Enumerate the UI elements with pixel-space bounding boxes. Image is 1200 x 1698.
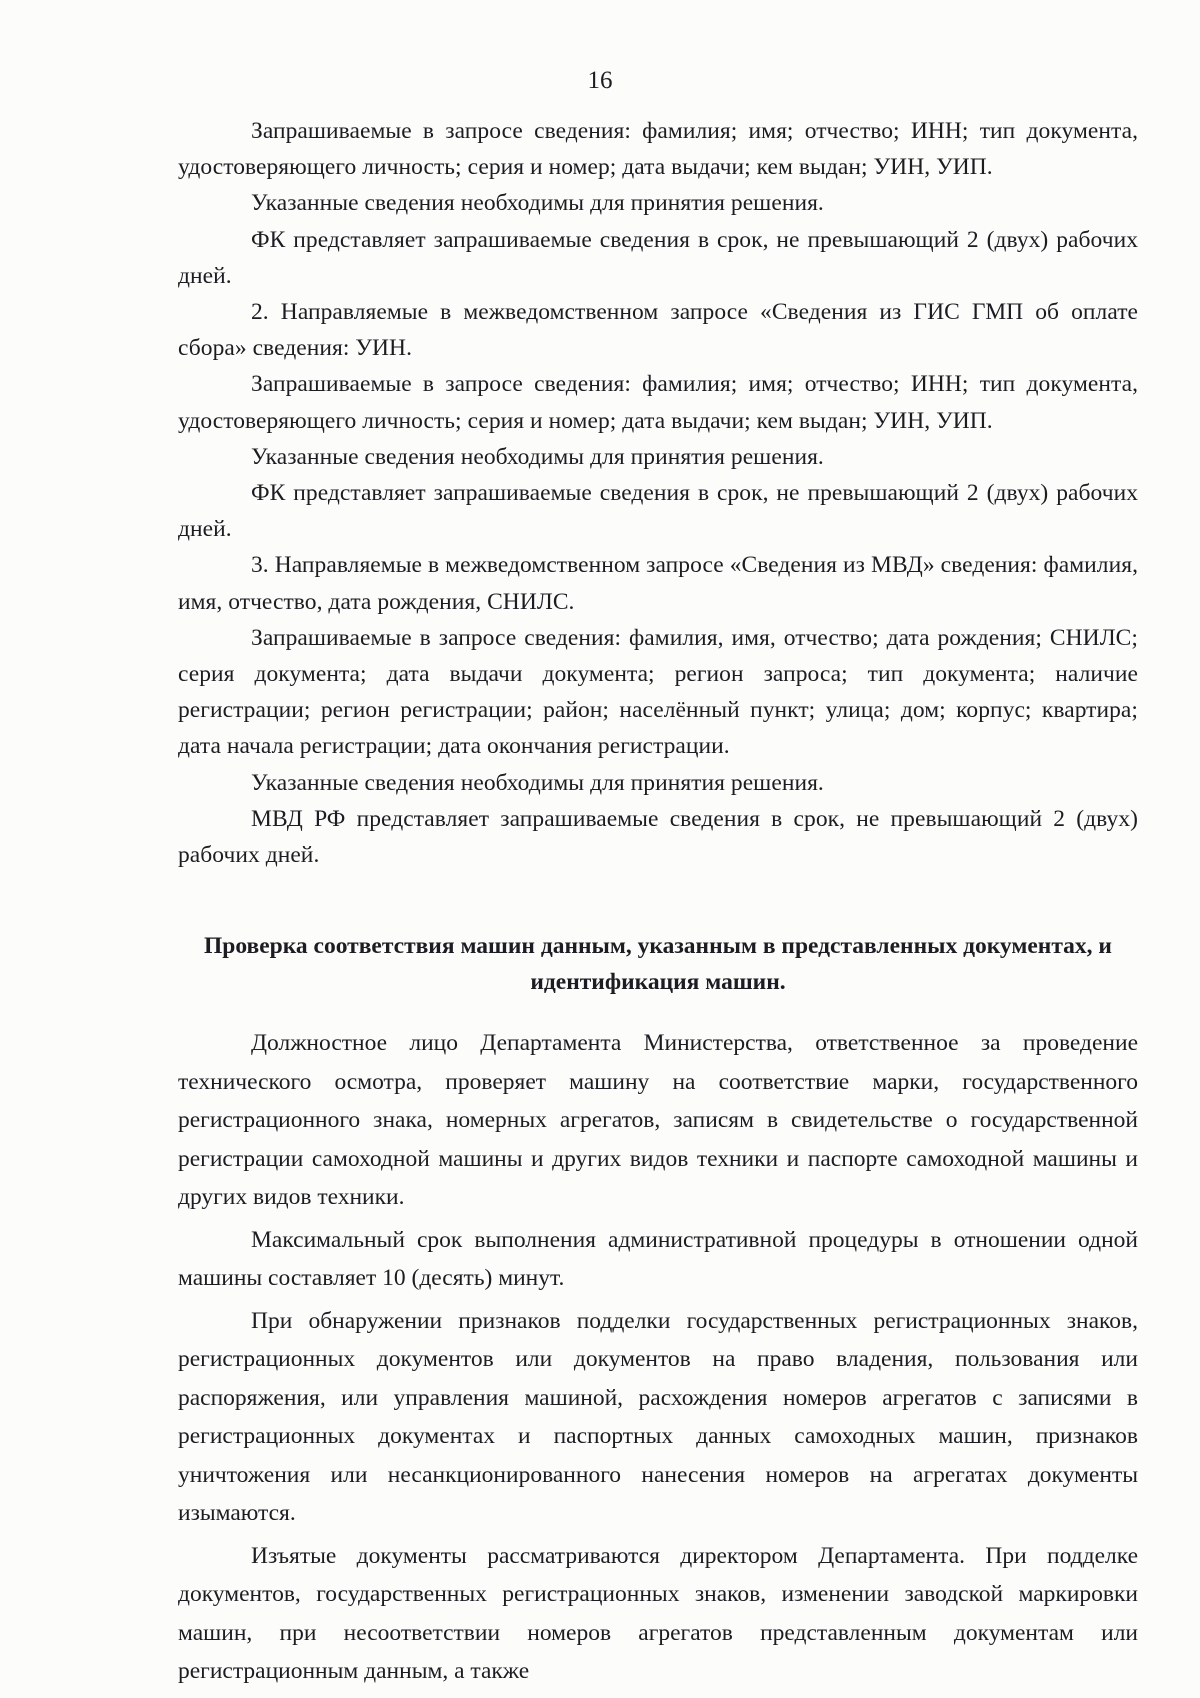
paragraph: При обнаружении признаков подделки государственных регистрационных знаков, регистрационных документов или документов на право владения, пользования или распоряжения, или управления машиной, расхождения номеров агрегатов с записями в регистрационных документах и паспортных данных самоходных машин, признаков уничтожения или несанкционированного нанесения номеров на агрегатах документы изымаются. [178, 1307, 1138, 1526]
paragraph: Запрашиваемые в запросе сведения: фамилия; имя; отчество; ИНН; тип документа, удостоверяющего личность; серия и номер; дата выдачи; кем выдан; УИН, УИП. [178, 371, 1138, 434]
paragraph: Изъятые документы рассматриваются директором Департамента. При подделке документов, государственных регистрационных знаков, изменении заводской маркировки машин, при несоответствии номеров агрегатов представленным документам или регистрационным данным, а также [178, 1542, 1138, 1684]
paragraph: Запрашиваемые в запросе сведения: фамилия, имя, отчество; дата рождения; СНИЛС; серия документа; дата выдачи документа; регион запроса; тип документа; наличие регистрации; регион регистрации; район; населённый пункт; улица; дом; корпус; квартира; дата начала регистрации; дата окончания регистрации. [178, 624, 1138, 760]
paragraph: ФК представляет запрашиваемые сведения в срок, не превышающий 2 (двух) рабочих дней. [178, 480, 1138, 543]
paragraph: 2. Направляемые в межведомственном запросе «Сведения из ГИС ГМП об оплате сбора» сведения: УИН. [178, 299, 1138, 362]
upper-text-block [178, 113, 1138, 873]
paragraph: Указанные сведения необходимы для принятия решения. [251, 443, 824, 470]
section-title: Проверка соответствия машин данным, указанным в представленных документах, и идентификация машин. [204, 933, 1112, 995]
paragraph: Должностное лицо Департамента Министерства, ответственное за проведение технического осмотра, проверяет машину на соответствие марки, государственного регистрационного знака, номерных агрегатов, записям в свидетельстве о государственной регистрации самоходной машины и других видов техники и паспорте самоходной машины и других видов техники. [178, 1030, 1138, 1210]
page-number: 16 [587, 67, 613, 94]
paragraph: ФК представляет запрашиваемые сведения в срок, не превышающий 2 (двух) рабочих дней. [178, 226, 1138, 289]
paragraph: Указанные сведения необходимы для принятия решения. [251, 190, 824, 217]
paragraph: 3. Направляемые в межведомственном запросе «Сведения из МВД» сведения: фамилия, имя, отчество, дата рождения, СНИЛС. [178, 552, 1138, 615]
paragraph: Максимальный срок выполнения административной процедуры в отношении одной машины составляет 10 (десять) минут. [178, 1226, 1138, 1291]
paragraph: МВД РФ представляет запрашиваемые сведения в срок, не превышающий 2 (двух) рабочих дней. [178, 805, 1138, 869]
lower-text-block [178, 1024, 1138, 1695]
paragraph: Запрашиваемые в запросе сведения: фамилия; имя; отчество; ИНН; тип документа, удостоверяющего личность; серия и номер; дата выдачи; кем выдан; УИН, УИП. [178, 118, 1138, 181]
paragraph: Указанные сведения необходимы для принятия решения. [251, 769, 824, 796]
